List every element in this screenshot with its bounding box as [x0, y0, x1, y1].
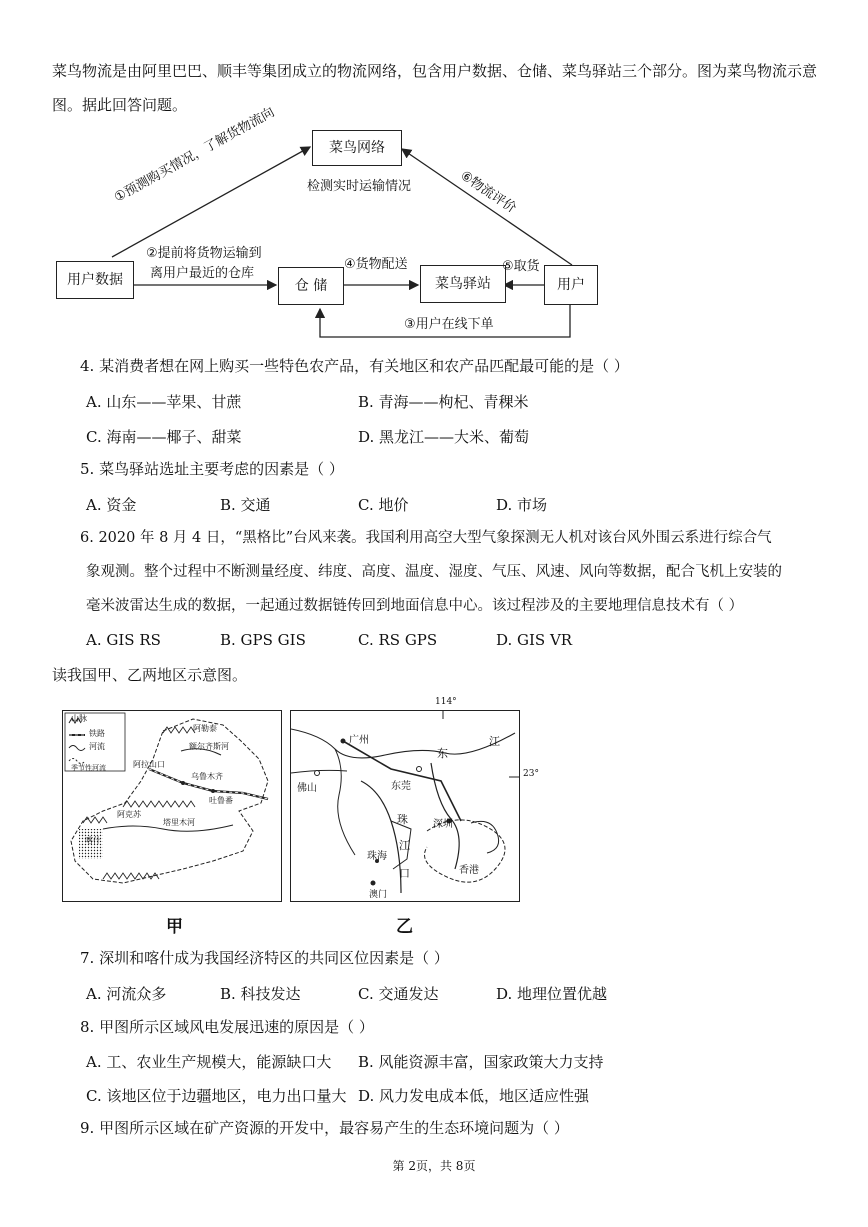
q4-option-b[interactable]: B. 青海——枸杞、青稞米: [358, 393, 529, 411]
logistics-diagram: [52, 104, 612, 345]
q8-option-c[interactable]: C. 该地区位于边疆地区，电力出口量大: [86, 1087, 347, 1105]
q7-option-c[interactable]: C. 交通发达: [358, 985, 439, 1003]
label-dong: 东: [437, 747, 448, 760]
q6-stem-line3: 毫米波雷达生成的数据，一起通过数据链传回到地面信息中心。该过程涉及的主要地理信息技术有（ ）: [86, 598, 744, 614]
legend-river: 河流: [89, 742, 105, 751]
lat-label: 23°: [523, 769, 539, 779]
q6-option-c[interactable]: C. RS GPS: [358, 631, 438, 649]
label-urumqi: 乌鲁木齐: [191, 772, 223, 781]
map-yi-caption: 乙: [396, 917, 413, 937]
step2-label-line1: ②提前将货物运输到: [146, 246, 262, 261]
label-irtysh-river: 额尔齐斯河: [189, 742, 229, 751]
label-jiang-2: 江: [399, 839, 410, 852]
label-alashankou: 阿拉山口: [133, 760, 165, 769]
label-kou: 口: [399, 867, 410, 880]
map-jia-drawing: [63, 711, 281, 901]
q4-option-d[interactable]: D. 黑龙江——大米、葡萄: [358, 428, 530, 446]
q6-option-d[interactable]: D. GIS VR: [496, 631, 573, 649]
q5-option-d[interactable]: D. 市场: [496, 496, 548, 514]
label-foshan: 佛山: [297, 783, 317, 794]
q5-option-c[interactable]: C. 地价: [358, 496, 409, 514]
q5-option-b[interactable]: B. 交通: [220, 496, 271, 514]
q6-option-a[interactable]: A. GIS RS: [86, 631, 161, 649]
q7-option-d[interactable]: D. 地理位置优越: [496, 985, 608, 1003]
label-macau: 澳门: [369, 890, 388, 900]
label-altay: 阿勒泰: [193, 724, 217, 733]
intro-paragraph: 菜鸟物流是由阿里巴巴、顺丰等集团成立的物流网络，包含用户数据、仓储、菜鸟驿站三个部分。图为菜鸟物流示意图。据此回答问题。: [52, 62, 818, 114]
network-box: 菜鸟网络: [312, 130, 402, 166]
storage-box: 仓 储: [278, 267, 344, 305]
q8-option-d[interactable]: D. 风力发电成本低，地区适应性强: [358, 1087, 590, 1105]
lon-label: 114°: [435, 697, 457, 707]
q9-stem: 9. 甲图所示区域在矿产资源的开发中，最容易产生的生态环境问题为（ ）: [80, 1119, 569, 1137]
label-zhu: 珠: [397, 813, 408, 826]
q8-option-a[interactable]: A. 工、农业生产规模大，能源缺口大: [86, 1053, 332, 1071]
label-kashgar: 喀什: [85, 836, 101, 845]
step3-label: ③用户在线下单: [404, 317, 494, 332]
q7-option-a[interactable]: A. 河流众多: [86, 985, 167, 1003]
station-box: 菜鸟驿站: [420, 265, 506, 303]
legend-mountain: 山脉: [71, 714, 87, 723]
step4-label: ④货物配送: [344, 257, 408, 272]
q7-option-b[interactable]: B. 科技发达: [220, 985, 301, 1003]
q7-stem: 7. 深圳和喀什成为我国经济特区的共同区位因素是（ ）: [80, 949, 449, 967]
q8-stem: 8. 甲图所示区域风电发展迅速的原因是（ ）: [80, 1018, 374, 1036]
step1-label: ①预测购买情况，了解货物流向: [111, 104, 278, 206]
step5-label: ⑤取货: [502, 259, 540, 274]
label-tarim-river: 塔里木河: [163, 818, 195, 827]
label-jiang-1: 江: [489, 735, 500, 748]
user-data-box: 用户数据: [56, 261, 134, 299]
page-footer: 第 2页，共 8页: [392, 1159, 476, 1173]
legend-railway: 铁路: [89, 729, 105, 738]
map-yi: [290, 697, 539, 902]
q6-option-b[interactable]: B. GPS GIS: [220, 631, 306, 649]
q5-option-a[interactable]: A. 资金: [86, 496, 137, 514]
map-jia: [62, 710, 282, 902]
step6-label: ⑥物流评价: [457, 168, 519, 217]
label-shenzhen: 深圳: [433, 819, 453, 830]
map-intro: 读我国甲、乙两地区示意图。: [52, 666, 248, 684]
q4-option-c[interactable]: C. 海南——椰子、甜菜: [86, 428, 242, 446]
label-aksu: 阿克苏: [117, 810, 141, 819]
label-dongguan: 东莞: [391, 781, 411, 792]
step2-label-line2: 离用户最近的仓库: [150, 266, 255, 281]
label-guangzhou: 广州: [349, 735, 369, 746]
q6-stem-line1: 6. 2020 年 8 月 4 日，“黑格比”台风来袭。我国利用高空大型气象探测无人机对该台风外围云系进行综合气: [80, 530, 772, 546]
network-note: 检测实时运输情况: [307, 179, 412, 194]
label-hongkong: 香港: [459, 865, 479, 876]
label-turpan: 吐鲁番: [209, 796, 233, 805]
label-zhuhai: 珠海: [367, 851, 387, 862]
q4-option-a[interactable]: A. 山东——苹果、甘蔗: [86, 393, 242, 411]
q8-option-b[interactable]: B. 风能资源丰富，国家政策大力支持: [358, 1053, 604, 1071]
q4-stem: 4. 某消费者想在网上购买一些特色农产品，有关地区和农产品匹配最可能的是（ ）: [80, 357, 629, 375]
q5-stem: 5. 菜鸟驿站选址主要考虑的因素是（ ）: [80, 460, 344, 478]
q6-stem-line2: 象观测。整个过程中不断测量经度、纬度、高度、温度、湿度、气压、风速、风向等数据，配合飞机上安装的: [86, 564, 782, 580]
legend-seasonal-river: 季节性河流: [71, 764, 106, 772]
map-jia-caption: 甲: [166, 917, 183, 937]
user-box: 用户: [544, 265, 598, 305]
